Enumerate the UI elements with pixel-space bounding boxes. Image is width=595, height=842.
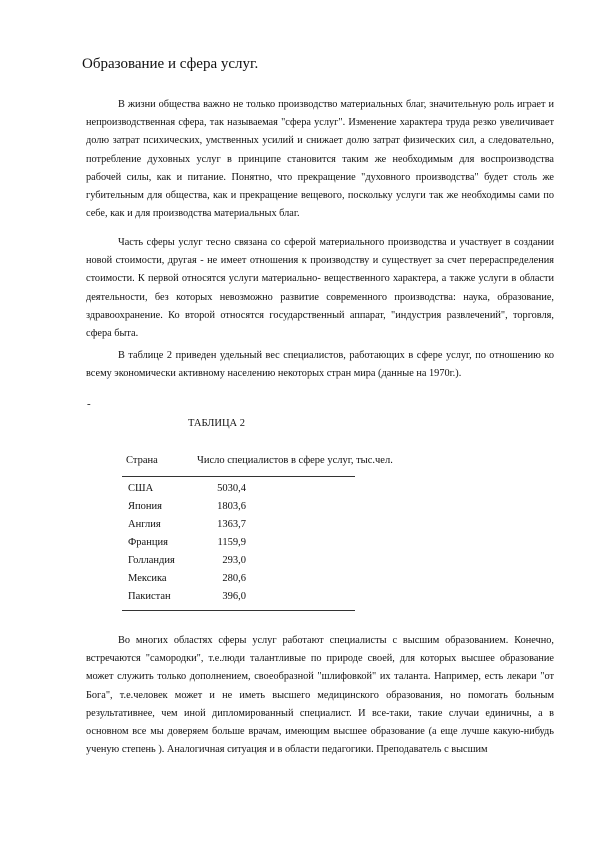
table-cell-country: Мексика <box>128 573 167 584</box>
table-cell-value: 396,0 <box>222 591 246 602</box>
table-bottom-rule <box>122 610 355 611</box>
table-cell-value: 1803,6 <box>217 501 246 512</box>
table-header-specialists: Число специалистов в сфере услуг, тыс.чел. <box>197 455 393 466</box>
paragraph-service-parts: Часть сферы услуг тесно связана со сферой материального производства и участвует в создании новой стоимости, другая - не имеет отношения к производству и существует за счет перераспределения стоимости. К первой относятся услуги материально- вещественного характера, а также услуги в области деятельности, без которых невозможно развитие современного производства: наука, образование, здравоохранение. Ко второй относятся государственный аппарат, "индустрия развлечений", торговля, сфера быта. <box>86 237 554 340</box>
table-cell-country: Англия <box>128 519 161 530</box>
paragraph-higher-education: Во многих областях сферы услуг работают специалисты с высшим образованием. Конечно, встречаются "самородки", т.е.люди талантливые по природе своей, для которых высшее образование может служить только дополнением, своеобразной "шлифовкой" их таланта. Например, есть лекари "от Бога", т.е.человек может и не иметь высшего медицинского образования, но помогать больным результативнее, чем иной дипломированный специалист. И все-таки, такие случаи единичны, а в основном все мы доверяем больше врачам, имеющим высшее образование (а еще лучше какую-нибудь ученую степень ). Аналогичная ситуация и в области педагогики. Преподаватель с высшим <box>86 635 554 756</box>
page-title: Образование и сфера услуг. <box>82 56 259 72</box>
table-cell-value: 1363,7 <box>217 519 246 530</box>
table-cell-country: Голландия <box>128 555 175 566</box>
table-top-rule <box>122 476 355 477</box>
paragraph-table-reference: В таблице 2 приведен удельный вес специалистов, работающих в сфере услуг, по отношению ко всему экономически активному населению некоторых стран мира (данные на 1970г.). <box>86 350 554 380</box>
table-cell-country: Япония <box>128 501 162 512</box>
table-cell-value: 5030,4 <box>217 483 246 494</box>
table-cell-value: 293,0 <box>222 555 246 566</box>
table-cell-country: США <box>128 483 154 494</box>
stray-mark: - <box>87 398 91 410</box>
table-header-country: Страна <box>126 455 158 466</box>
paragraph-intro: В жизни общества важно не только производство материальных благ, значительную роль играет и непроизводственная сфера, так называемая "сфера услуг". Изменение характера труда резко увеличивает долю затрат психических, умственных усилий и снижает долю затрат физических сил, а следовательно, потребление духовных услуг в принципе становится таким же необходимым для воспроизводства рабочей силы, как и питание. Понятно, что прекращение "духовного производства" будет столь же губительным для общества, как и прекращение вещевого, поскольку услуги так же необходимы сами по себе, как и для производства материальных благ. <box>86 99 554 220</box>
table-cell-country: Франция <box>128 537 168 548</box>
table-cell-value: 1159,9 <box>217 537 246 548</box>
table-cell-value: 280,6 <box>222 573 246 584</box>
table-caption: ТАБЛИЦА 2 <box>188 418 245 429</box>
table-cell-country: Пакистан <box>128 591 171 602</box>
